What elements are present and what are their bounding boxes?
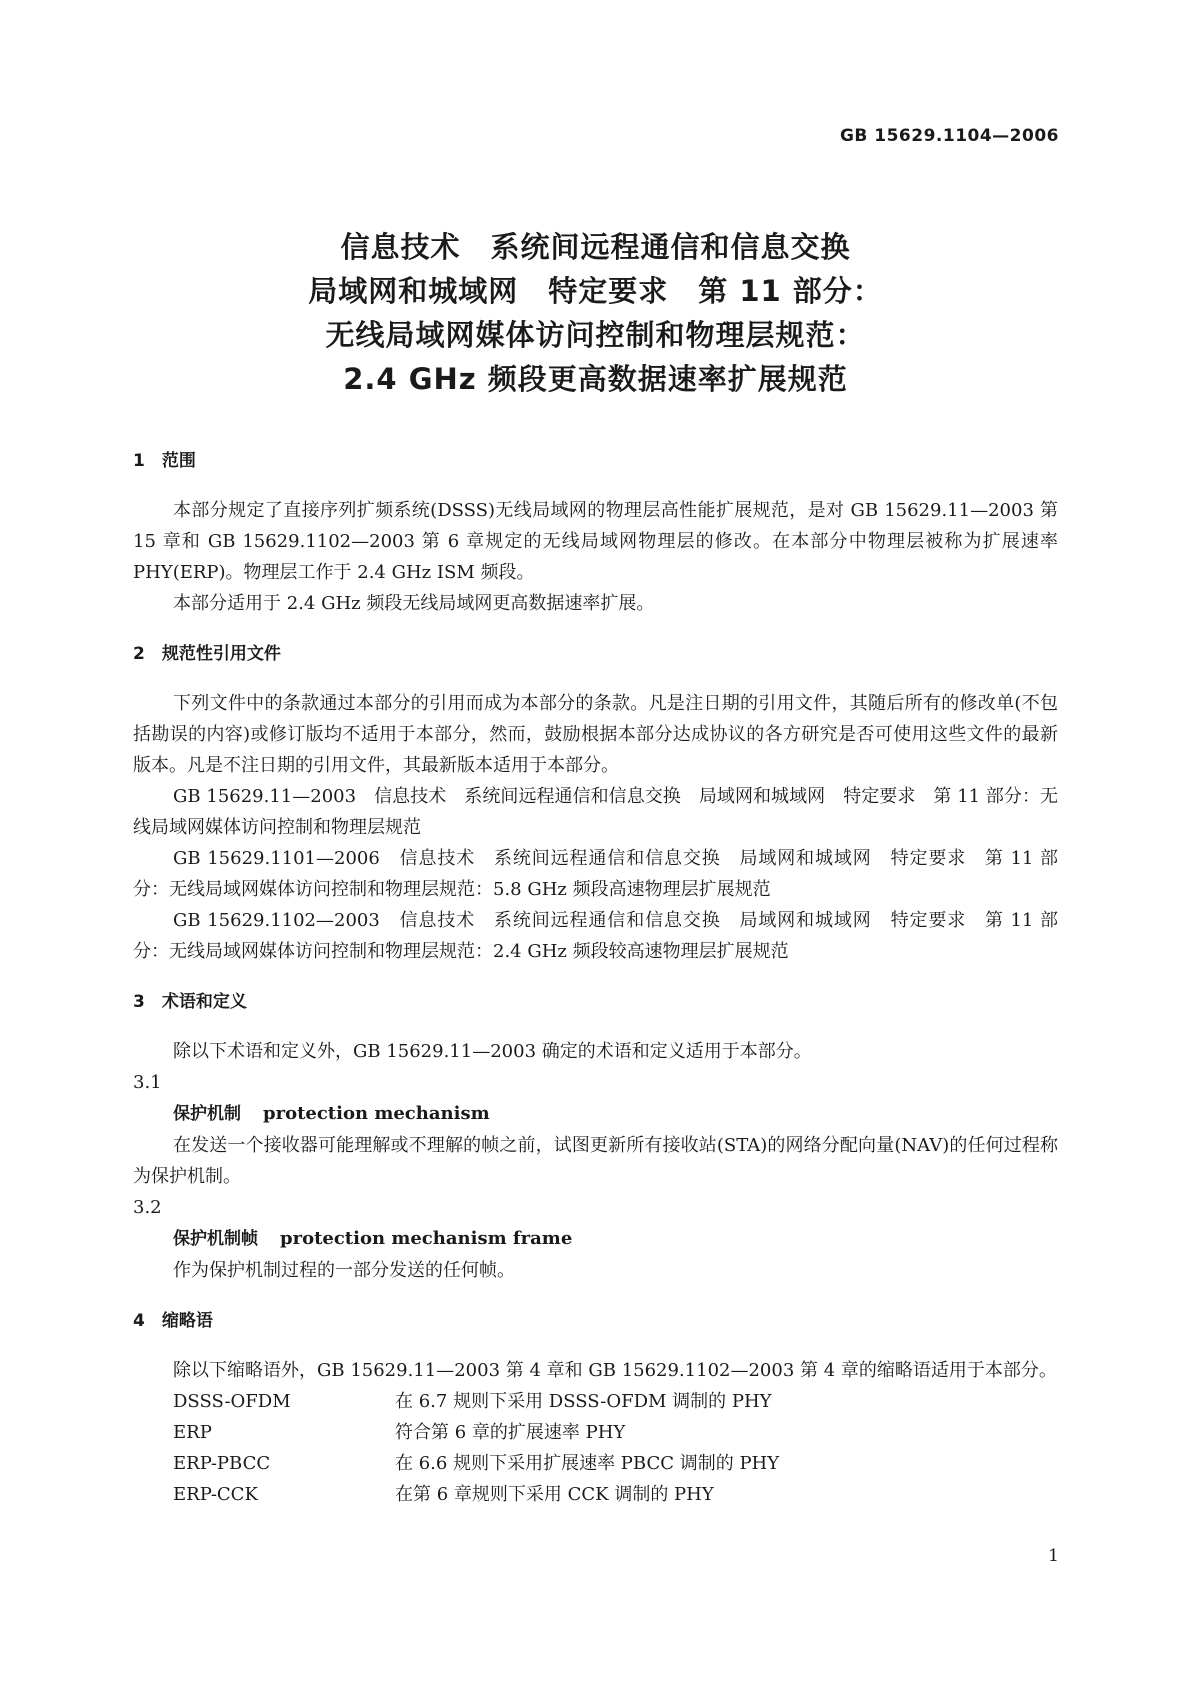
abbreviation: DSSS-OFDM: [173, 1391, 291, 1412]
reference-item: GB 15629.1102—2003 信息技术 系统间远程通信和信息交换 局域网和城域网 特定要求 第 11 部分：无线局域网媒体访问控制和物理层规范：2.4 GHz 频段较高速物理层扩展规范: [133, 910, 1058, 962]
section-abbreviations: [133, 1306, 1058, 1510]
term-definition: 作为保护机制过程的一部分发送的任何帧。: [173, 1260, 515, 1281]
term-number: 3.1: [133, 1072, 162, 1093]
term-zh: 保护机制帧: [173, 1229, 258, 1249]
abbreviation-row: [173, 1479, 1058, 1510]
section-heading: 3 术语和定义: [133, 992, 247, 1012]
paragraph: 除以下缩略语外，GB 15629.11—2003 第 4 章和 GB 15629.1102—2003 第 4 章的缩略语适用于本部分。: [173, 1360, 1057, 1381]
paragraph: 本部分适用于 2.4 GHz 频段无线局域网更高数据速率扩展。: [173, 593, 655, 614]
abbreviation-row: [173, 1417, 1058, 1448]
paragraph: 除以下术语和定义外，GB 15629.11—2003 确定的术语和定义适用于本部分。: [173, 1041, 812, 1062]
page-number: 1: [1048, 1546, 1059, 1566]
paragraph: 本部分规定了直接序列扩频系统(DSSS)无线局域网的物理层高性能扩展规范，是对 GB 15629.11—2003 第 15 章和 GB 15629.1102—2003 第 6 章规定的无线局域网物理层的修改。在本部分中物理层被称为扩展速率 PHY(ERP)。物理层工作于 2.4 GHz ISM 频段。: [133, 500, 1058, 583]
document-body: [133, 446, 1058, 1510]
document-code: GB 15629.1104—2006: [839, 126, 1059, 146]
section-scope: [133, 446, 1058, 619]
document-title: [0, 225, 1191, 401]
title-line: 2.4 GHz 频段更高数据速率扩展规范: [343, 362, 848, 396]
paragraph: 下列文件中的条款通过本部分的引用而成为本部分的条款。凡是注日期的引用文件，其随后所有的修改单(不包括勘误的内容)或修订版均不适用于本部分，然而，鼓励根据本部分达成协议的各方研究是否可使用这些文件的最新版本。凡是不注日期的引用文件，其最新版本适用于本部分。: [133, 693, 1058, 776]
abbreviation-row: [173, 1448, 1058, 1479]
section-heading: 2 规范性引用文件: [133, 644, 281, 664]
abbreviation: ERP: [173, 1422, 212, 1443]
abbreviation-row: [173, 1386, 1058, 1417]
section-normative-references: [133, 639, 1058, 967]
term-number: 3.2: [133, 1197, 162, 1218]
abbreviation-desc: 符合第 6 章的扩展速率 PHY: [395, 1422, 626, 1443]
section-heading: 4 缩略语: [133, 1311, 213, 1331]
section-terms-definitions: [133, 987, 1058, 1286]
term-definition: 在发送一个接收器可能理解或不理解的帧之前，试图更新所有接收站(STA)的网络分配向量(NAV)的任何过程称为保护机制。: [133, 1135, 1058, 1187]
abbreviation-desc: 在第 6 章规则下采用 CCK 调制的 PHY: [395, 1484, 714, 1505]
term-zh: 保护机制: [173, 1104, 241, 1124]
reference-item: GB 15629.1101—2006 信息技术 系统间远程通信和信息交换 局域网和城域网 特定要求 第 11 部分：无线局域网媒体访问控制和物理层规范：5.8 GHz 频段高速物理层扩展规范: [133, 848, 1058, 900]
title-line: 局域网和城域网 特定要求 第 11 部分：: [308, 274, 883, 308]
title-line: 信息技术 系统间远程通信和信息交换: [340, 230, 851, 264]
term-entry: [173, 1223, 1058, 1255]
abbreviation-desc: 在 6.6 规则下采用扩展速率 PBCC 调制的 PHY: [395, 1453, 780, 1474]
section-heading: 1 范围: [133, 451, 196, 471]
term-entry: [173, 1098, 1058, 1130]
abbreviation: ERP-CCK: [173, 1484, 258, 1505]
title-line: 无线局域网媒体访问控制和物理层规范：: [325, 318, 866, 352]
term-en: protection mechanism frame: [280, 1228, 573, 1249]
reference-item: GB 15629.11—2003 信息技术 系统间远程通信和信息交换 局域网和城域网 特定要求 第 11 部分：无线局域网媒体访问控制和物理层规范: [133, 786, 1058, 838]
abbreviation: ERP-PBCC: [173, 1453, 271, 1474]
abbreviation-desc: 在 6.7 规则下采用 DSSS-OFDM 调制的 PHY: [395, 1391, 772, 1412]
term-en: protection mechanism: [263, 1103, 490, 1124]
